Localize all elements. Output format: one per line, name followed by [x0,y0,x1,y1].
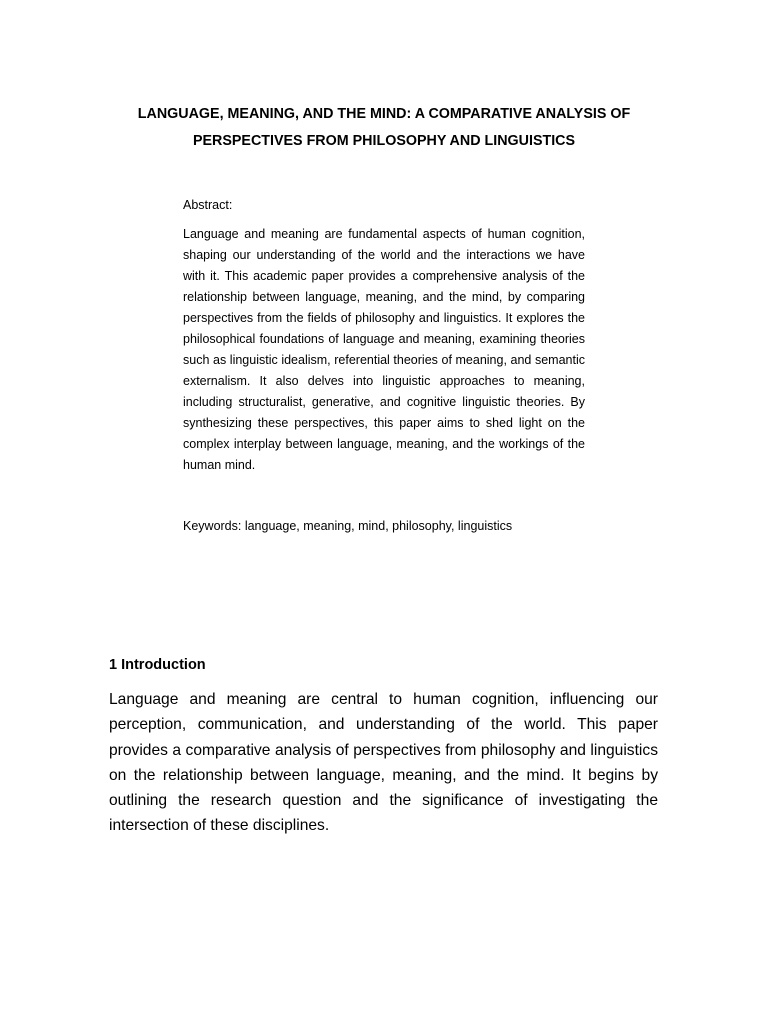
abstract-label: Abstract: [183,198,233,212]
keywords-line: Keywords: language, meaning, mind, philosophy, linguistics [183,519,513,533]
paper-title-line-1: LANGUAGE, MEANING, AND THE MIND: A COMPARATIVE ANALYSIS OF [137,106,631,122]
section-body-introduction: Language and meaning are central to human cognition, influencing our perception, communication, and understanding of the world. This paper provides a comparative analysis of perspectives from philosophy and linguistics on the relationship between language, meaning, and the mind. It begins by outlining the research question and the significance of investigating the intersection of these disciplines. [109,691,658,835]
section-heading-introduction: 1 Introduction [109,657,206,673]
paper-title-line-2: PERSPECTIVES FROM PHILOSOPHY AND LINGUISTICS [192,133,576,149]
abstract-text: Language and meaning are fundamental aspects of human cognition, shaping our understanding of the world and the interactions we have with it. This academic paper provides a comprehensive analysis of the relationship between language, meaning, and the mind, by comparing perspectives from the fields of philosophy and linguistics. It explores the philosophical foundations of language and meaning, examining theories such as linguistic idealism, referential theories of meaning, and semantic externalism. It also delves into linguistic approaches to meaning, including structuralist, generative, and cognitive linguistic theories. By synthesizing these perspectives, this paper aims to shed light on the complex interplay between language, meaning, and the workings of the human mind. [183,227,585,472]
abstract-section [183,196,585,476]
paper-title [100,101,668,155]
